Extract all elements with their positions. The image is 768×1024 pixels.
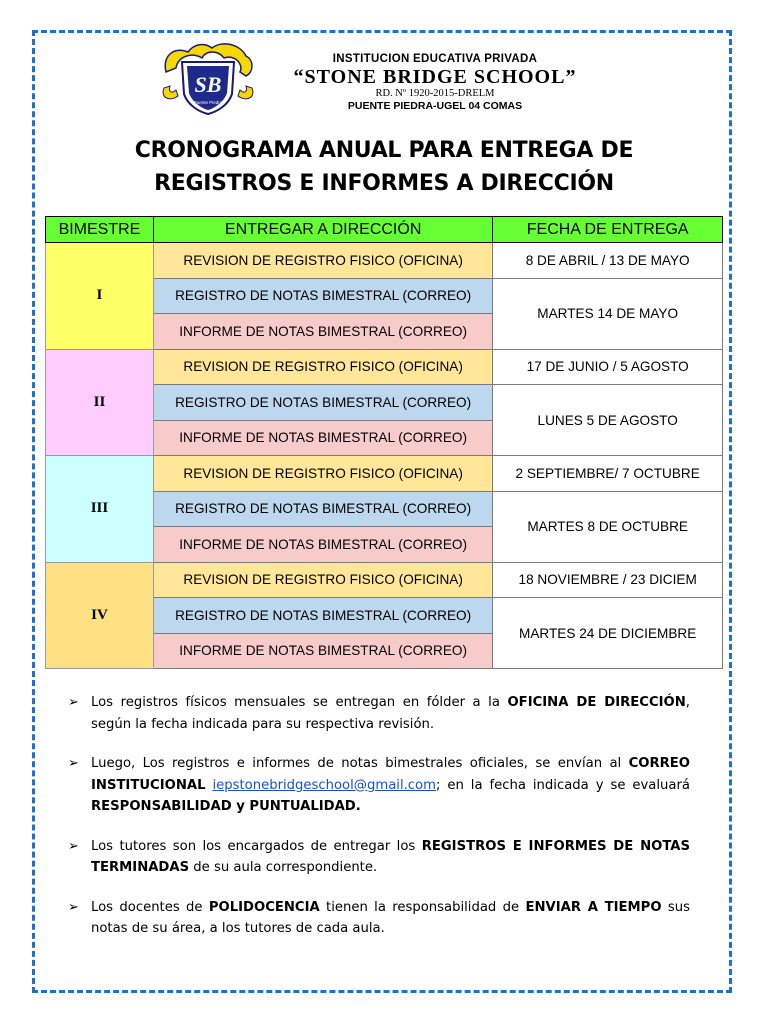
item-review: REVISION DE REGISTRO FISICO (OFICINA) bbox=[153, 349, 492, 385]
logo-text: SB bbox=[194, 72, 222, 97]
item-register: REGISTRO DE NOTAS BIMESTRAL (CORREO) bbox=[153, 385, 492, 421]
list-item bbox=[68, 836, 690, 879]
item-report: INFORME DE NOTAS BIMESTRAL (CORREO) bbox=[153, 420, 492, 456]
list-item bbox=[68, 692, 690, 735]
school-location: PUENTE PIEDRA-UGEL 04 COMAS bbox=[347, 100, 523, 112]
arrowhead-bullet-icon: ➢ bbox=[68, 899, 79, 915]
school-header bbox=[250, 52, 620, 113]
item-report: INFORME DE NOTAS BIMESTRAL (CORREO) bbox=[153, 527, 492, 563]
review-date: 8 DE ABRIL / 13 DE MAYO bbox=[493, 243, 723, 279]
item-register: REGISTRO DE NOTAS BIMESTRAL (CORREO) bbox=[153, 278, 492, 314]
institution-type: INSTITUCION EDUCATIVA PRIVADA bbox=[332, 53, 538, 65]
table-header-row bbox=[46, 217, 723, 243]
table-row bbox=[46, 243, 723, 279]
resolution-number: RD. Nº 1920-2015-DRELM bbox=[375, 88, 495, 99]
send-date: LUNES 5 DE AGOSTO bbox=[493, 385, 723, 456]
email-link[interactable]: iepstonebridgeschool@gmail.com bbox=[212, 777, 436, 793]
table-row bbox=[46, 456, 723, 492]
item-review: REVISION DE REGISTRO FISICO (OFICINA) bbox=[153, 243, 492, 279]
bimestre-label: I bbox=[46, 243, 154, 350]
bimestre-label: IV bbox=[46, 562, 154, 669]
note-emphasis: REGISTROS E INFORMES DE NOTAS TERMINADAS bbox=[91, 838, 690, 875]
arrowhead-bullet-icon: ➢ bbox=[68, 756, 79, 771]
note-text: Luego, Los registros e informes de notas bimestrales oficiales, se envían al bbox=[91, 756, 629, 771]
note-emphasis: CORREO INSTITUCIONAL bbox=[91, 756, 690, 793]
table-row bbox=[46, 349, 723, 385]
header-entregar: ENTREGAR A DIRECCIÓN bbox=[153, 217, 492, 243]
note-text: de su aula correspondiente. bbox=[189, 860, 378, 875]
note-emphasis: ENVIAR A TIEMPO bbox=[525, 899, 662, 915]
arrowhead-bullet-icon: ➢ bbox=[68, 838, 79, 854]
header-bimestre: BIMESTRE bbox=[46, 217, 154, 243]
note-text: ; en la fecha indicada y se evaluará bbox=[435, 777, 690, 793]
note-text: Los docentes de bbox=[91, 899, 209, 915]
item-review: REVISION DE REGISTRO FISICO (OFICINA) bbox=[153, 456, 492, 492]
item-report: INFORME DE NOTAS BIMESTRAL (CORREO) bbox=[153, 314, 492, 350]
school-name: “STONE BRIDGE SCHOOL” bbox=[293, 66, 577, 88]
list-item bbox=[68, 897, 690, 940]
table-row bbox=[46, 562, 723, 598]
review-date: 17 DE JUNIO / 5 AGOSTO bbox=[493, 349, 723, 385]
page-title bbox=[60, 134, 708, 200]
title-line-2: REGISTROS E INFORMES A DIRECCIÓN bbox=[154, 171, 614, 196]
note-emphasis: OFICINA DE DIRECCIÓN bbox=[507, 695, 686, 710]
title-line-1: CRONOGRAMA ANUAL PARA ENTREGA DE bbox=[134, 138, 634, 163]
send-date: MARTES 8 DE OCTUBRE bbox=[493, 491, 723, 562]
note-text: Los tutores son los encargados de entregar los bbox=[91, 838, 422, 854]
bimestre-label: II bbox=[46, 349, 154, 456]
review-date: 2 SEPTIEMBRE/ 7 OCTUBRE bbox=[493, 456, 723, 492]
schedule-table bbox=[45, 216, 723, 669]
item-register: REGISTRO DE NOTAS BIMESTRAL (CORREO) bbox=[153, 598, 492, 634]
item-register: REGISTRO DE NOTAS BIMESTRAL (CORREO) bbox=[153, 491, 492, 527]
item-review: REVISION DE REGISTRO FISICO (OFICINA) bbox=[153, 562, 492, 598]
note-text: tienen la responsabilidad de bbox=[319, 899, 526, 915]
school-logo bbox=[160, 42, 256, 116]
item-report: INFORME DE NOTAS BIMESTRAL (CORREO) bbox=[153, 633, 492, 669]
send-date: MARTES 14 DE MAYO bbox=[493, 278, 723, 349]
note-text: sus notas de su área, a los tutores de cada aula. bbox=[91, 899, 690, 936]
bimestre-label: III bbox=[46, 456, 154, 563]
header-fecha: FECHA DE ENTREGA bbox=[493, 217, 723, 243]
note-emphasis: RESPONSABILIDAD y PUNTUALIDAD. bbox=[91, 799, 361, 814]
notes-list bbox=[68, 692, 690, 958]
logo-caption: Puente Piedra bbox=[193, 100, 223, 105]
send-date: MARTES 24 DE DICIEMBRE bbox=[493, 598, 723, 669]
note-text: , según la fecha indicada para su respectiva revisión. bbox=[91, 695, 690, 732]
note-text: Los registros físicos mensuales se entregan en fólder a la bbox=[91, 695, 508, 710]
arrowhead-bullet-icon: ➢ bbox=[68, 695, 79, 710]
list-item bbox=[68, 753, 690, 818]
note-emphasis: POLIDOCENCIA bbox=[208, 899, 320, 915]
review-date: 18 NOVIEMBRE / 23 DICIEM bbox=[493, 562, 723, 598]
